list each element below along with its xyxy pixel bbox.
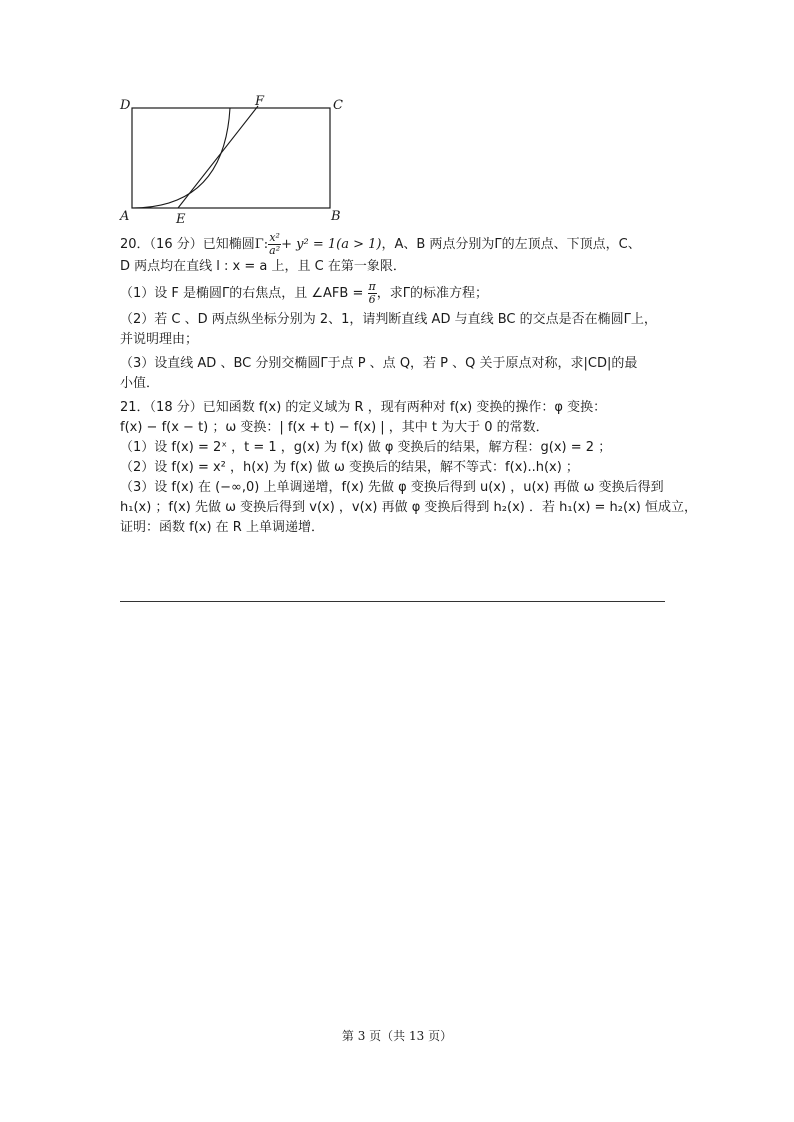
ellipse-fraction: $\frac{\text{x²}}{\text{a²}}$ — [269, 231, 281, 257]
angle-fraction: $\frac{\pi}{6}$ — [368, 280, 376, 306]
q21-line1: 21．（18 分）已知函数 f(x) 的定义域为 R ，现有两种对 f(x) 变换的操作：φ 变换： — [120, 400, 607, 415]
label-d: D — [120, 98, 131, 113]
q20-part2-b: 并说明理由； — [120, 332, 199, 347]
q21-line2: f(x) − f(x − t) ；ω 变换：| f(x + t) − f(x) | ，其中 t 为大于 0 的常数． — [120, 420, 549, 435]
q20-part1: （1）设 F 是椭圆Γ的右焦点，且 ∠AFB = $\frac{\pi}{6}$ ，求Γ的标准方程； — [120, 280, 488, 306]
rectangle-abcd — [132, 108, 330, 208]
label-e: E — [176, 212, 186, 227]
q21-part3-c: 证明：函数 f(x) 在 R 上单调递增． — [120, 520, 324, 535]
geometry-figure — [118, 92, 348, 227]
curve-arc — [132, 108, 230, 208]
q20-part3-b: 小值． — [120, 376, 160, 391]
q20-part2-a: （2）若 C 、D 两点纵坐标分别为 2、1，请判断直线 AD 与直线 BC 的交点是否在椭圆Γ上， — [120, 312, 657, 327]
label-a: A — [120, 209, 130, 224]
tangent-line-ef — [178, 106, 258, 208]
label-f: F — [255, 94, 265, 109]
q21-part3-b: h₁(x) ；f(x) 先做 ω 变换后得到 v(x) ，v(x) 再做 φ 变换后得到 h₂(x) ．若 h₁(x) = h₂(x) 恒成立， — [120, 500, 697, 515]
label-c: C — [333, 98, 343, 113]
q20-line1: 20．（16 分）已知椭圆Γ: $\frac{\text{x²}}{\text{a²}}$ + y² = 1(a > 1)，A、B 两点分别为Γ的左顶点、下顶点，C、 — [120, 231, 641, 257]
q20-part3-a: （3）设直线 AD 、BC 分别交椭圆Γ于点 P 、点 Q，若 P 、Q 关于原点对称，求|CD|的最 — [120, 356, 638, 371]
questions — [120, 231, 697, 538]
page-footer: 第 3 页（共 13 页） — [341, 1029, 453, 1043]
separator-rule — [120, 601, 665, 602]
q21-part3-a: （3）设 f(x) 在 (−∞,0) 上单调递增，f(x) 先做 φ 变换后得到 u(x) ，u(x) 再做 ω 变换后得到 — [120, 480, 664, 495]
q20-line2: D 两点均在直线 l : x = a 上，且 C 在第一象限． — [120, 259, 406, 274]
q21-part1: （1）设 f(x) = 2ˣ ，t = 1 ，g(x) 为 f(x) 做 φ 变换后的结果，解方程：g(x) = 2 ； — [120, 440, 612, 455]
label-b: B — [331, 209, 341, 224]
q21-part2: （2）设 f(x) = x² ，h(x) 为 f(x) 做 ω 变换后的结果，解不等式：f(x)..h(x) ； — [120, 460, 579, 475]
